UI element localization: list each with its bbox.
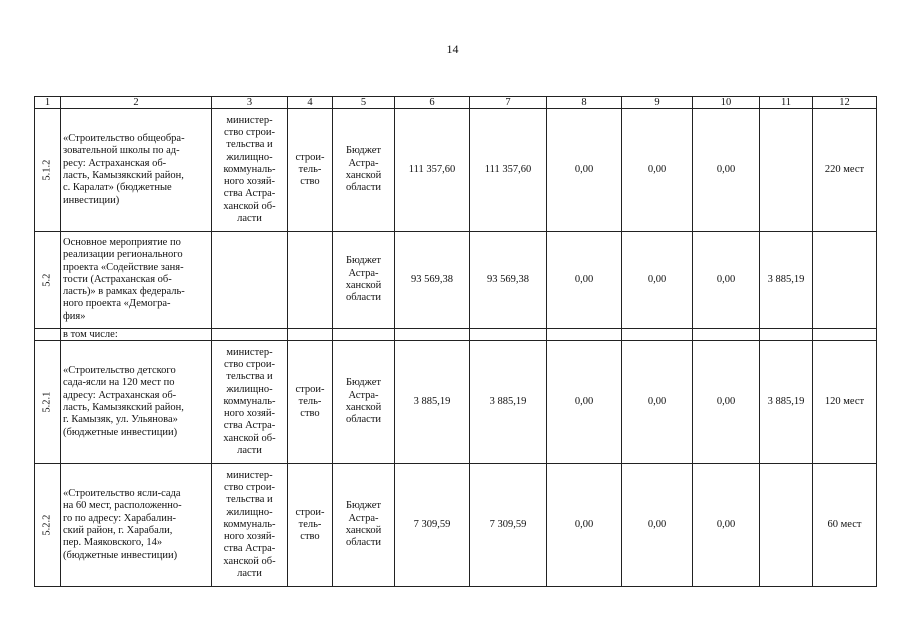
value-cell: 0,00 (693, 109, 760, 232)
source-line: Бюджет (345, 377, 382, 389)
source-line: области (345, 537, 382, 549)
empty-cell (288, 329, 333, 341)
name-line: г. Камызяк, ул. Ульянова» (63, 414, 178, 426)
table-row (35, 232, 877, 329)
source-line: Бюджет (345, 255, 382, 267)
result-cell (813, 232, 877, 329)
executor-cell (212, 109, 288, 232)
name-line: ресу: Астраханская об- (63, 157, 167, 169)
header-cell: 9 (622, 97, 693, 109)
name-line: проекта «Содействие заня- (63, 261, 184, 273)
name-line: (бюджетные инвестиции) (63, 426, 178, 438)
executor-line: коммуналь- (223, 518, 276, 530)
name-line: ласть, Камызякский район, (63, 402, 184, 413)
executor-line: ханской об- (223, 200, 276, 212)
name-line: зовательной школы по ад- (63, 145, 180, 157)
executor-line: ласти (237, 445, 262, 457)
value-cell: 93 569,38 (470, 232, 547, 329)
source-cell (333, 232, 395, 329)
kind-line: ство (300, 531, 320, 543)
row-number-cell (35, 464, 61, 587)
executor-line: ство строи- (223, 126, 275, 138)
executor-cell (212, 341, 288, 464)
name-line: Основное мероприятие по (63, 236, 181, 248)
value-cell: 0,00 (547, 109, 622, 232)
row-number-cell (35, 109, 61, 232)
name-cell (61, 341, 212, 464)
value-cell: 0,00 (622, 109, 693, 232)
kind-line: строи- (295, 151, 325, 163)
kind-line: тель- (298, 518, 322, 530)
source-line: Бюджет (345, 500, 382, 512)
row-number: 5.2.2 (41, 514, 53, 536)
executor-line: ства Астра- (223, 543, 276, 555)
name-line: тости (Астраханская об- (63, 273, 172, 285)
kind-line: строи- (295, 383, 325, 395)
source-line: ханской (345, 280, 382, 291)
program-table (34, 96, 877, 587)
value-cell (760, 109, 813, 232)
value-cell (760, 464, 813, 587)
name-line: реализации регионального (63, 249, 183, 261)
header-cell: 4 (288, 97, 333, 109)
header-cell: 5 (333, 97, 395, 109)
executor-line: коммуналь- (223, 395, 276, 407)
executor-line: ство строи- (223, 358, 275, 370)
source-cell (333, 109, 395, 232)
header-cell: 6 (395, 97, 470, 109)
kind-cell (288, 464, 333, 587)
value-cell: 0,00 (693, 464, 760, 587)
name-line: адресу: Астраханская об- (63, 389, 177, 401)
executor-line: министер- (226, 346, 273, 358)
name-line: сада-ясли на 120 мест по (63, 377, 175, 389)
executor-line: ласти (237, 213, 262, 225)
name-line: пер. Маяковского, 14» (63, 537, 163, 549)
value-cell: 0,00 (547, 341, 622, 464)
header-cell: 1 (35, 97, 61, 109)
empty-cell (760, 329, 813, 341)
value-cell: 0,00 (622, 341, 693, 464)
executor-line: жилищно- (226, 506, 273, 518)
kind-line: тель- (298, 395, 322, 407)
executor-line: ство строи- (223, 481, 275, 493)
source-cell (333, 341, 395, 464)
value-cell: 0,00 (547, 232, 622, 329)
empty-cell (622, 329, 693, 341)
result-cell: 60 мест (813, 464, 877, 587)
source-line: Астра- (348, 512, 379, 524)
value-cell: 3 885,19 (760, 232, 813, 329)
source-line: области (345, 414, 382, 426)
value-cell: 7 309,59 (395, 464, 470, 587)
row-number-cell (35, 341, 61, 464)
executor-line: ханской об- (223, 555, 276, 567)
value-cell: 3 885,19 (470, 341, 547, 464)
executor-line: министер- (226, 114, 273, 126)
value-cell: 0,00 (547, 464, 622, 587)
name-line: ного проекта «Демогра- (63, 298, 171, 310)
executor-line: тельства и (226, 494, 273, 506)
kind-line: тель- (298, 163, 322, 175)
source-line: Бюджет (345, 145, 382, 157)
name-line: (бюджетные инвестиции) (63, 549, 178, 561)
header-cell: 8 (547, 97, 622, 109)
executor-line: коммуналь- (223, 163, 276, 175)
name-line: фия» (63, 310, 86, 322)
name-line: го по адресу: Харабалин- (63, 512, 176, 524)
executor-cell (212, 464, 288, 587)
name-line: ласть, Камызякский район, (63, 170, 184, 181)
name-line: ский район, г. Харабали, (63, 525, 173, 536)
value-cell: 0,00 (693, 232, 760, 329)
row-number-cell (35, 232, 61, 329)
executor-line: тельства и (226, 139, 273, 151)
header-cell: 3 (212, 97, 288, 109)
result-cell: 220 мест (813, 109, 877, 232)
name-line: «Строительство детского (63, 365, 176, 377)
executor-line: жилищно- (226, 151, 273, 163)
executor-line: ного хозяй- (224, 531, 275, 543)
name-cell (61, 232, 212, 329)
source-line: Астра- (348, 157, 379, 169)
empty-cell (813, 329, 877, 341)
kind-line: ство (300, 408, 320, 420)
row-number-cell (35, 329, 61, 341)
executor-line: ного хозяй- (224, 176, 275, 188)
header-cell: 11 (760, 97, 813, 109)
value-cell: 0,00 (622, 232, 693, 329)
value-cell: 3 885,19 (395, 341, 470, 464)
source-line: ханской (345, 525, 382, 536)
value-cell: 7 309,59 (470, 464, 547, 587)
executor-line: ства Астра- (223, 420, 276, 432)
executor-line: ного хозяй- (224, 408, 275, 420)
name-line: «Строительство общеобра- (63, 133, 185, 145)
executor-line: жилищно- (226, 383, 273, 395)
source-line: области (345, 182, 382, 194)
empty-cell (395, 329, 470, 341)
table-row (35, 109, 877, 232)
executor-line: ласти (237, 568, 262, 580)
page-number: 14 (446, 42, 459, 56)
header-cell: 12 (813, 97, 877, 109)
result-cell: 120 мест (813, 341, 877, 464)
name-cell (61, 464, 212, 587)
name-cell (61, 109, 212, 232)
row-number: 5.1.2 (41, 159, 53, 181)
executor-line: ханской об- (223, 432, 276, 444)
empty-cell (470, 329, 547, 341)
subheading-row (35, 329, 877, 341)
kind-line: строи- (295, 506, 325, 518)
name-line: ласть)» в рамках федераль- (63, 286, 185, 298)
empty-cell (693, 329, 760, 341)
value-cell: 3 885,19 (760, 341, 813, 464)
executor-line: ства Астра- (223, 188, 276, 200)
source-cell (333, 464, 395, 587)
subheading-cell: в том числе: (61, 329, 212, 341)
header-cell: 2 (61, 97, 212, 109)
name-line: инвестиции) (63, 194, 120, 206)
name-line: с. Каралат» (бюджетные (63, 182, 172, 194)
name-line: на 60 мест, расположенно- (63, 500, 182, 512)
source-line: Астра- (348, 389, 379, 401)
source-line: ханской (345, 402, 382, 413)
empty-cell (212, 329, 288, 341)
value-cell: 111 357,60 (395, 109, 470, 232)
table-row (35, 464, 877, 587)
executor-line: тельства и (226, 371, 273, 383)
empty-cell (547, 329, 622, 341)
header-row (35, 97, 877, 109)
executor-line: министер- (226, 469, 273, 481)
table-row (35, 341, 877, 464)
empty-cell (333, 329, 395, 341)
header-cell: 10 (693, 97, 760, 109)
header-cell: 7 (470, 97, 547, 109)
row-number: 5.2.1 (41, 391, 53, 413)
value-cell: 111 357,60 (470, 109, 547, 232)
source-line: ханской (345, 170, 382, 181)
row-number: 5.2 (41, 273, 53, 287)
executor-cell (212, 232, 288, 329)
kind-cell (288, 232, 333, 329)
source-line: Астра- (348, 267, 379, 279)
name-line: «Строительство ясли-сада (63, 488, 181, 500)
kind-cell (288, 109, 333, 232)
kind-line: ство (300, 176, 320, 188)
kind-cell (288, 341, 333, 464)
value-cell: 93 569,38 (395, 232, 470, 329)
source-line: области (345, 292, 382, 304)
value-cell: 0,00 (622, 464, 693, 587)
value-cell: 0,00 (693, 341, 760, 464)
